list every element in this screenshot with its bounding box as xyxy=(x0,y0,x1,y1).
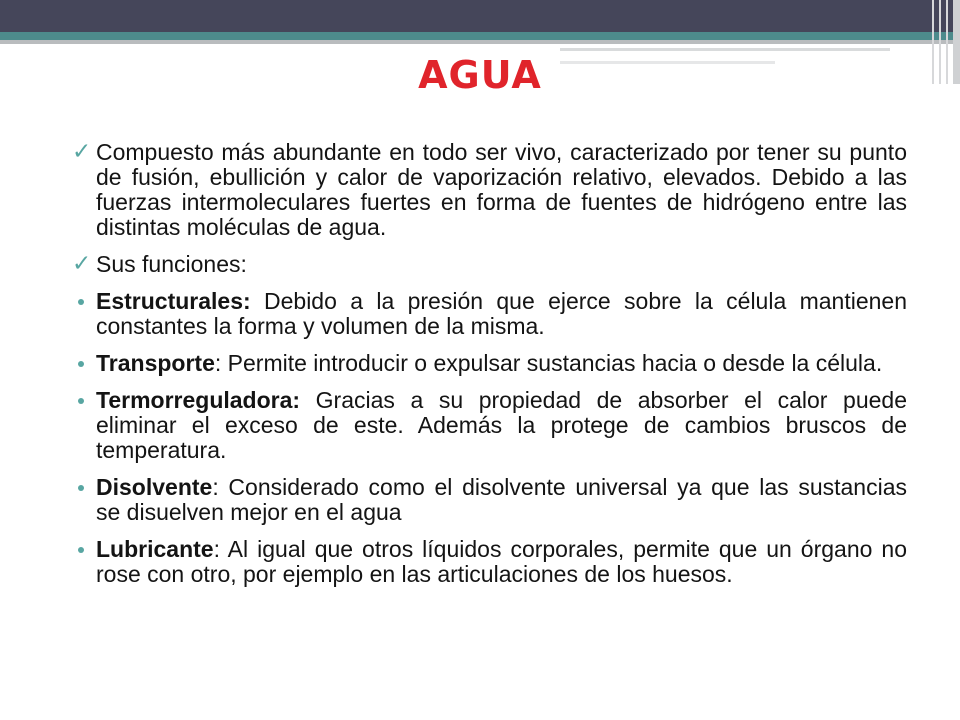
bullet-icon xyxy=(78,398,84,404)
check-icon: ✓ xyxy=(72,251,92,277)
item-text: : Considerado como el disolvente universal ya que las sustancias se disuelven mejor en el agua xyxy=(96,474,907,525)
bullet-icon xyxy=(78,361,84,367)
item-text: Compuesto más abundante en todo ser vivo, caracterizado por tener su punto de fusión, ebullición y calor de vaporización relativo, elevados. Debido a las fuerzas intermoleculares fuertes en forma de fuentes de hidrógeno entre las distintas moléculas de agua. xyxy=(96,139,907,240)
slide-title: AGUA xyxy=(418,53,542,97)
item-term: Disolvente xyxy=(96,474,213,500)
item-text: Debido a la presión que ejerce sobre la célula mantienen constantes la forma y volumen de la misma. xyxy=(96,288,907,339)
bullet-icon xyxy=(78,299,84,305)
bullet-icon xyxy=(78,547,84,553)
item-text: : Al igual que otros líquidos corporales, permite que un órgano no rose con otro, por ejemplo en las articulaciones de los huesos. xyxy=(96,536,907,587)
item-text: Gracias a su propiedad de absorber el calor puede eliminar el exceso de este. Además la protege de cambios bruscos de temperatura. xyxy=(96,387,907,463)
list-item xyxy=(70,388,907,463)
list-item xyxy=(70,475,907,525)
top-stripe-teal xyxy=(0,32,960,40)
top-stripe-gray xyxy=(0,40,960,44)
item-text: : Permite introducir o expulsar sustancias hacia o desde la célula. xyxy=(214,350,883,376)
slide-content-list xyxy=(70,140,907,599)
item-term: Lubricante xyxy=(96,536,214,562)
list-item xyxy=(70,351,907,376)
item-term: Transporte xyxy=(96,350,215,376)
list-item xyxy=(70,140,907,240)
item-text: Sus funciones: xyxy=(96,251,247,277)
list-item xyxy=(70,252,907,277)
list-item xyxy=(70,289,907,339)
top-band-decoration xyxy=(0,0,960,32)
item-term: Estructurales: xyxy=(96,288,251,314)
item-term: Termorreguladora: xyxy=(96,387,301,413)
list-item xyxy=(70,537,907,587)
bullet-icon xyxy=(78,485,84,491)
check-icon: ✓ xyxy=(72,139,92,165)
